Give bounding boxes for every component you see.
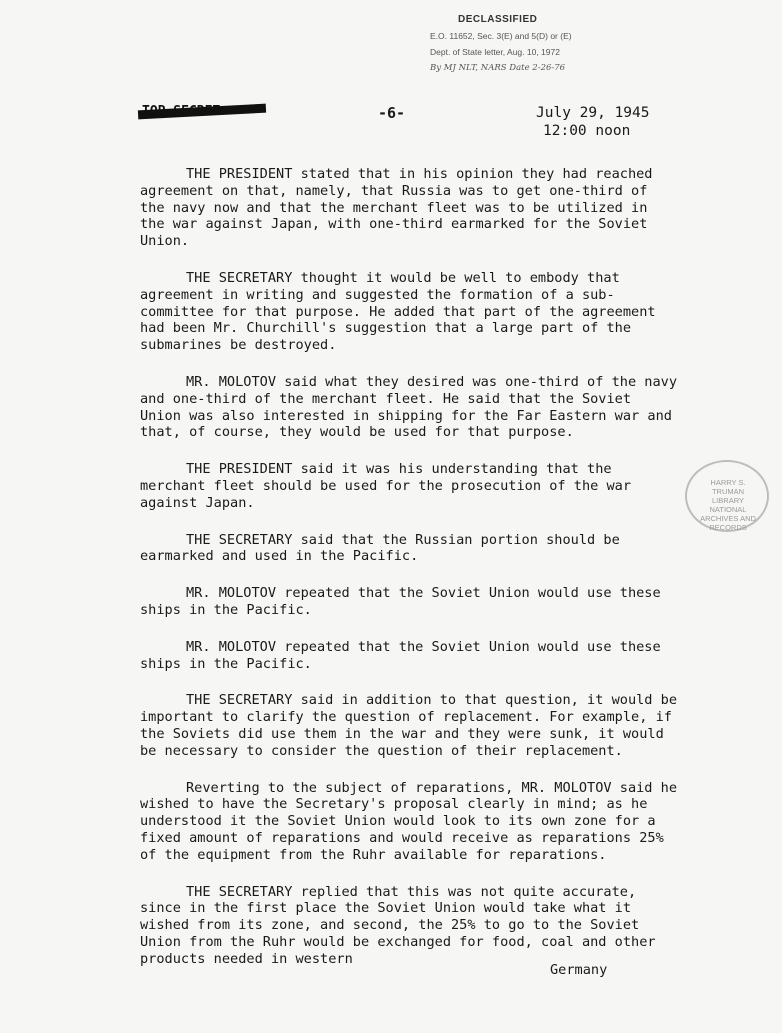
seal-text: HARRY S. TRUMAN LIBRARY NATIONAL ARCHIVES AND RECORDS: [700, 478, 756, 532]
paragraph: MR. MOLOTOV said what they desired was one-third of the navy and one-third of the merchant fleet. He said that the Soviet Union was also interested in shipping for the Far Eastern war and that, of course, they would be used for that purpose.: [140, 373, 678, 441]
date: July 29, 1945: [536, 105, 650, 121]
time: 12:00 noon: [543, 123, 631, 139]
paragraph: THE SECRETARY thought it would be well to embody that agreement in writing and suggested the formation of a sub-committee for that purpose. He added that part of the agreement had been Mr. Churchill's suggestion that a large part of the submarines be destroyed.: [140, 269, 656, 354]
stamp-signature: By MJ NLT, NARS Date 2-26-76: [430, 63, 566, 73]
stamp-letter: Dept. of State letter, Aug. 10, 1972: [430, 47, 560, 57]
paragraph: MR. MOLOTOV repeated that the Soviet Union would use these ships in the Pacific.: [140, 585, 661, 618]
catchword: Germany: [550, 962, 608, 978]
declassification-stamp: [430, 14, 572, 73]
paragraph: MR. MOLOTOV repeated that the Soviet Union would use these ships in the Pacific.: [140, 638, 661, 672]
stamp-authority: E.O. 11652, Sec. 3(E) and 5(D) or (E): [430, 31, 572, 41]
paragraph: THE PRESIDENT stated that in his opinion they had reached agreement on that, namely, that Russia was to get one-third of the navy now and that the merchant fleet was to be utilized in the war against Japan, with one-third earmarked for the Soviet Union.: [140, 166, 653, 250]
paragraph: THE SECRETARY said that the Russian portion should be earmarked and used in the Pacific.: [140, 531, 620, 565]
paragraph: THE PRESIDENT said it was his understanding that the merchant fleet should be used for the prosecution of the war against Japan.: [140, 461, 632, 511]
page-number: -6-: [378, 104, 406, 122]
library-seal: [680, 460, 770, 530]
date-block: [536, 104, 650, 140]
document-body: [140, 166, 680, 987]
paragraph: Reverting to the subject of reparations, MR. MOLOTOV said he wished to have the Secretary's proposal clearly in mind; as he understood it the Soviet Union would look to its own zone for a fixed amount of reparations and would receive as reparations 25% of the equipment from the Ruhr available for reparations.: [140, 779, 678, 863]
stamp-title: DECLASSIFIED: [458, 14, 538, 25]
paragraph: THE SECRETARY replied that this was not quite accurate, since in the first place the Soviet Union would take what it wished from its zone, and second, the 25% to go to the Soviet Union from the Ruhr would be exchanged for food, coal and other products needed in western: [140, 883, 656, 967]
classification-marking: [142, 104, 220, 119]
paragraph: THE SECRETARY said in addition to that question, it would be important to clarify the question of replacement. For example, if the Soviets did use them in the war and they were sunk, it would be necessary to consider the question of their replacement.: [140, 692, 678, 759]
